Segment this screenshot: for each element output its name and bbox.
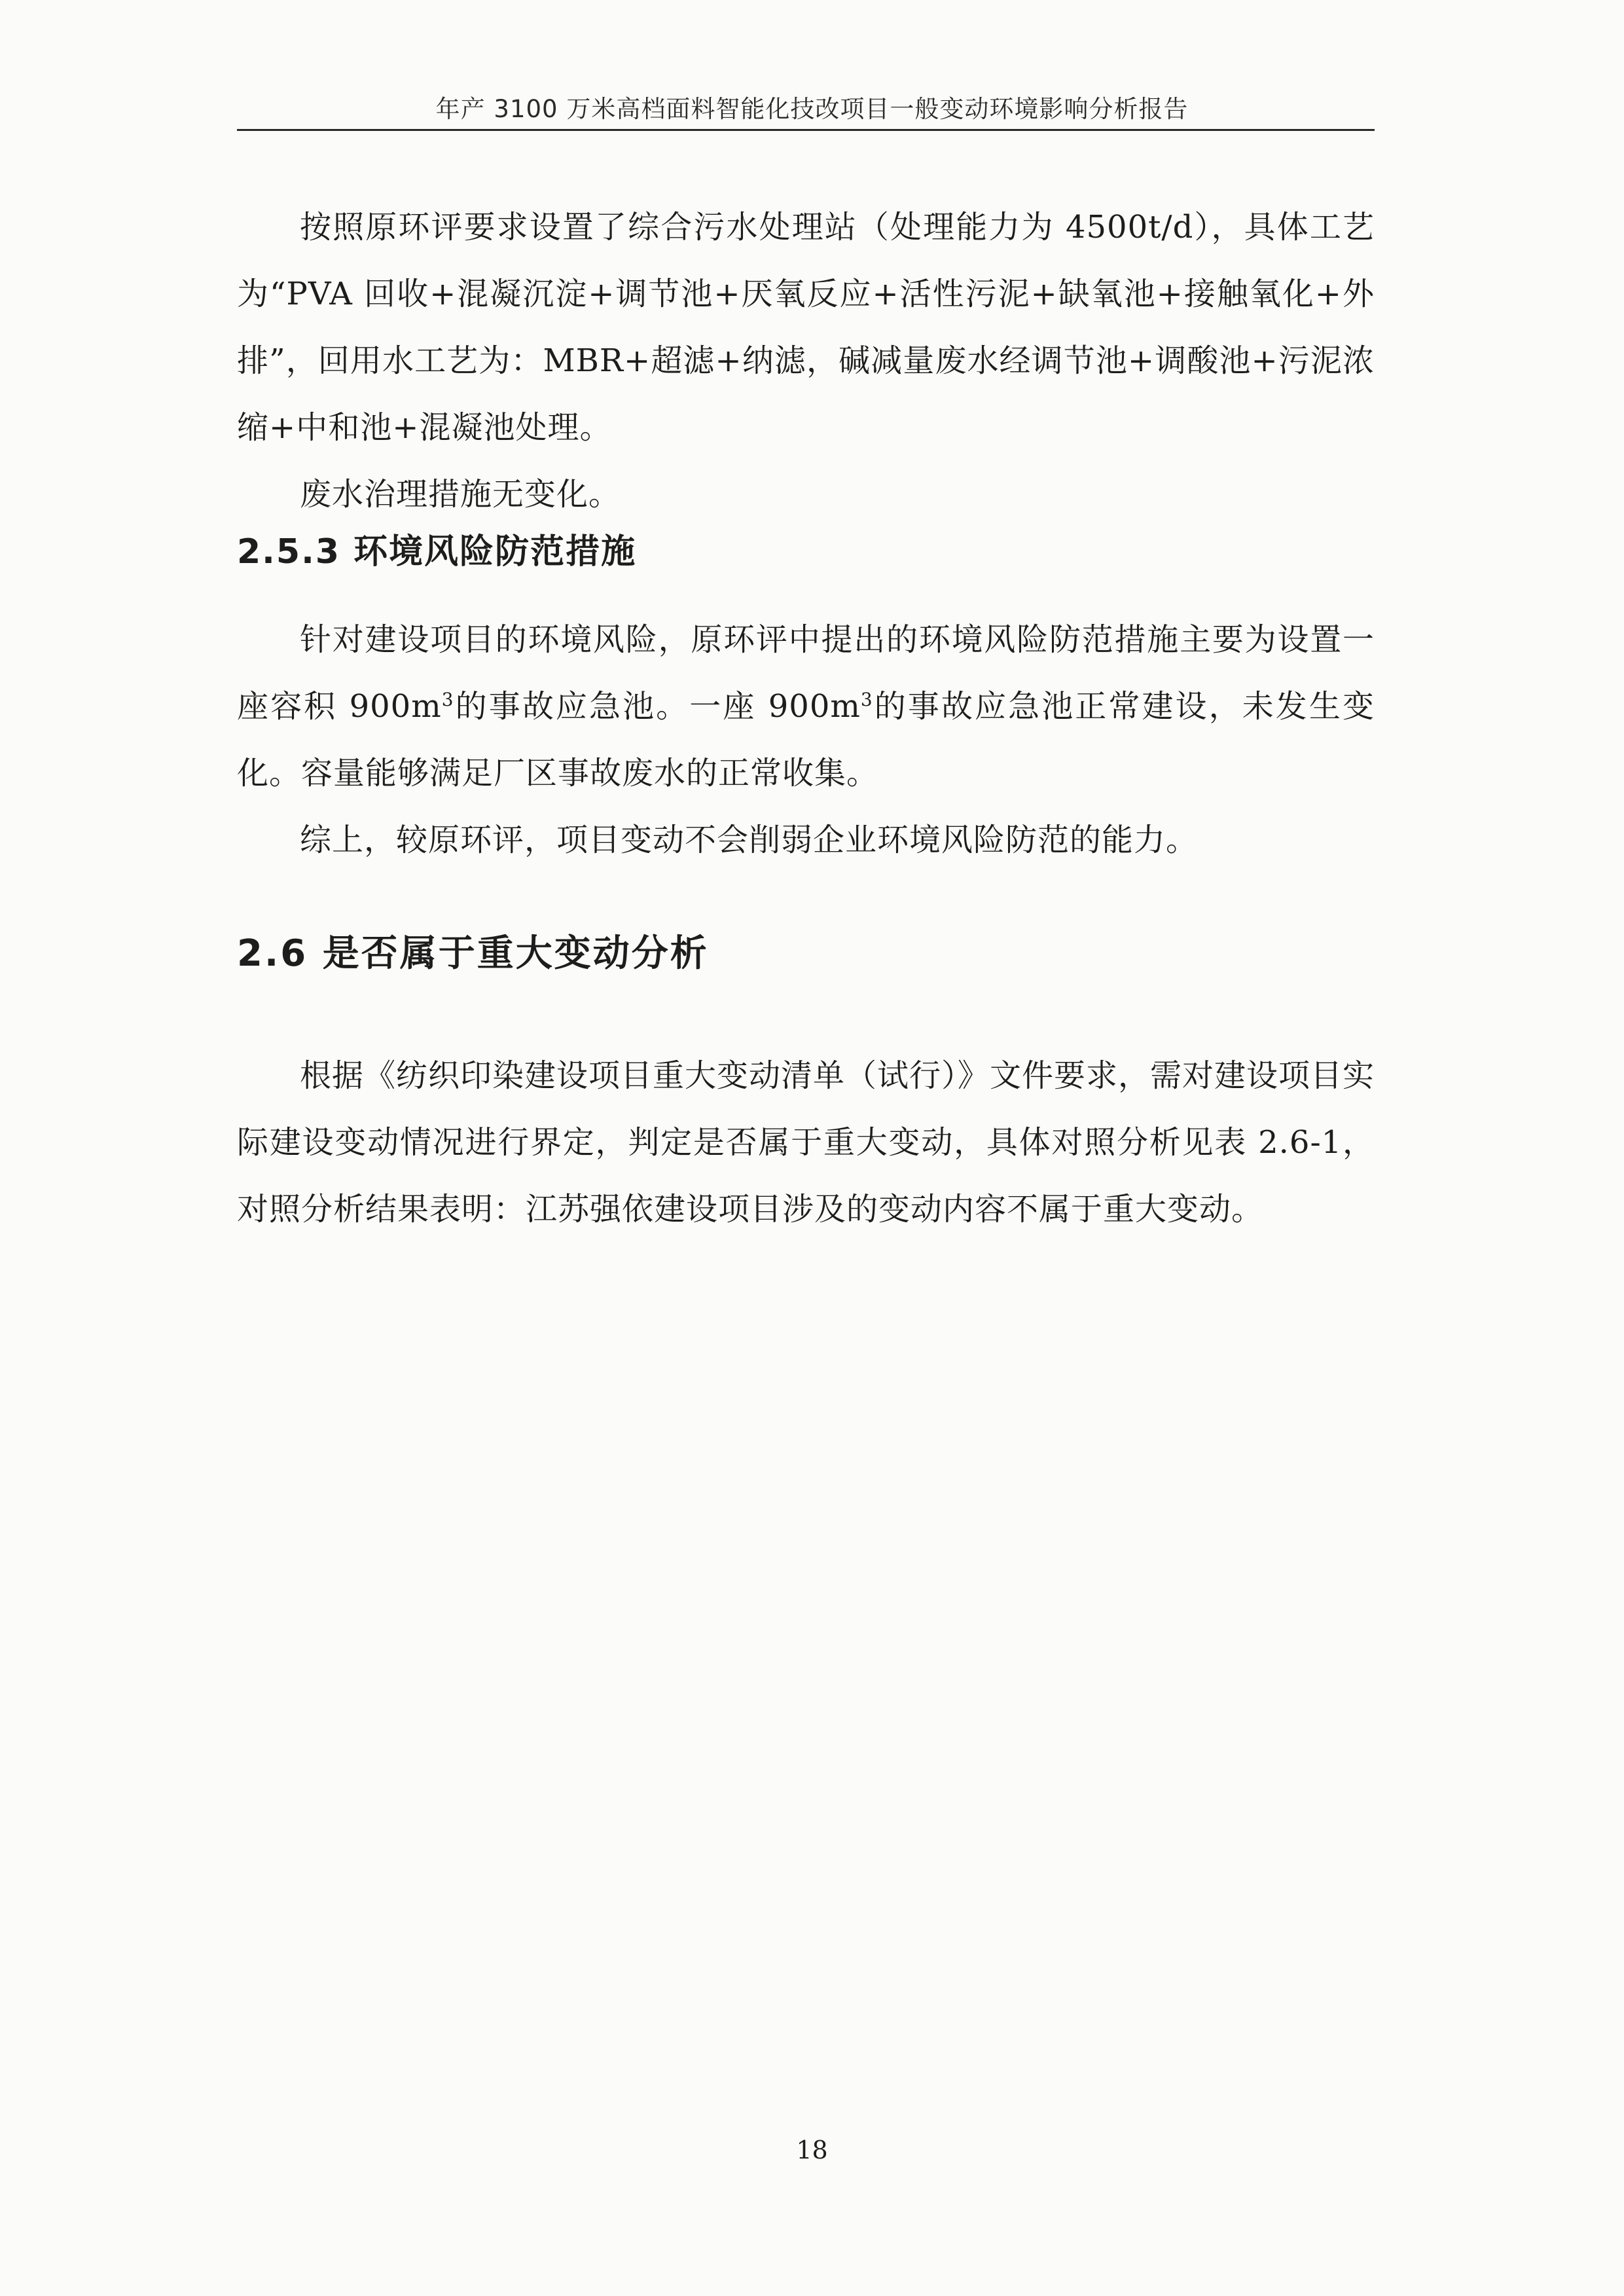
cubic-superscript: 3 (860, 689, 873, 710)
risk-text-part-3: 的事故应急池正常建设，未发生变化。容量能够满足厂区事故废水的正常收集。 (237, 688, 1375, 792)
header-rule (237, 129, 1375, 131)
risk-text-part-1: 针对建设项目的环境风险，原环评中提出的环境风险防范措施主要为设置一座容积 900m (237, 621, 1375, 725)
section-heading-2-6: 2.6 是否属于重大变动分析 (237, 932, 709, 975)
cubic-superscript: 3 (441, 689, 454, 710)
wastewater-conclusion: 废水治理措施无变化。 (300, 476, 621, 513)
page-number: 18 (796, 2136, 828, 2164)
major-change-paragraph: 根据《纺织印染建设项目重大变动清单（试行）》文件要求，需对建设项目实际建设变动情况进行界定，判定是否属于重大变动，具体对照分析见表 2.6-1，对照分析结果表明：江苏强依建设项目涉及的变动内容不属于重大变动。 (237, 1057, 1375, 1228)
running-header: 年产 3100 万米高档面料智能化技改项目一般变动环境影响分析报告 (435, 95, 1189, 123)
risk-measures-paragraph (237, 606, 1375, 807)
risk-summary-paragraph: 综上，较原环评，项目变动不会削弱企业环境风险防范的能力。 (300, 822, 1199, 858)
risk-text-part-2: 的事故应急池。一座 900m (454, 688, 861, 725)
section-heading-2-5-3: 2.5.3 环境风险防范措施 (237, 532, 637, 572)
wastewater-paragraph: 按照原环评要求设置了综合污水处理站（处理能力为 4500t/d），具体工艺为“PVA 回收+混凝沉淀+调节池+厌氧反应+活性污泥+缺氧池+接触氧化+外排”，回用水工艺为：MBR+超滤+纳滤，碱减量废水经调节池+调酸池+污泥浓缩+中和池+混凝池处理。 (237, 209, 1375, 446)
